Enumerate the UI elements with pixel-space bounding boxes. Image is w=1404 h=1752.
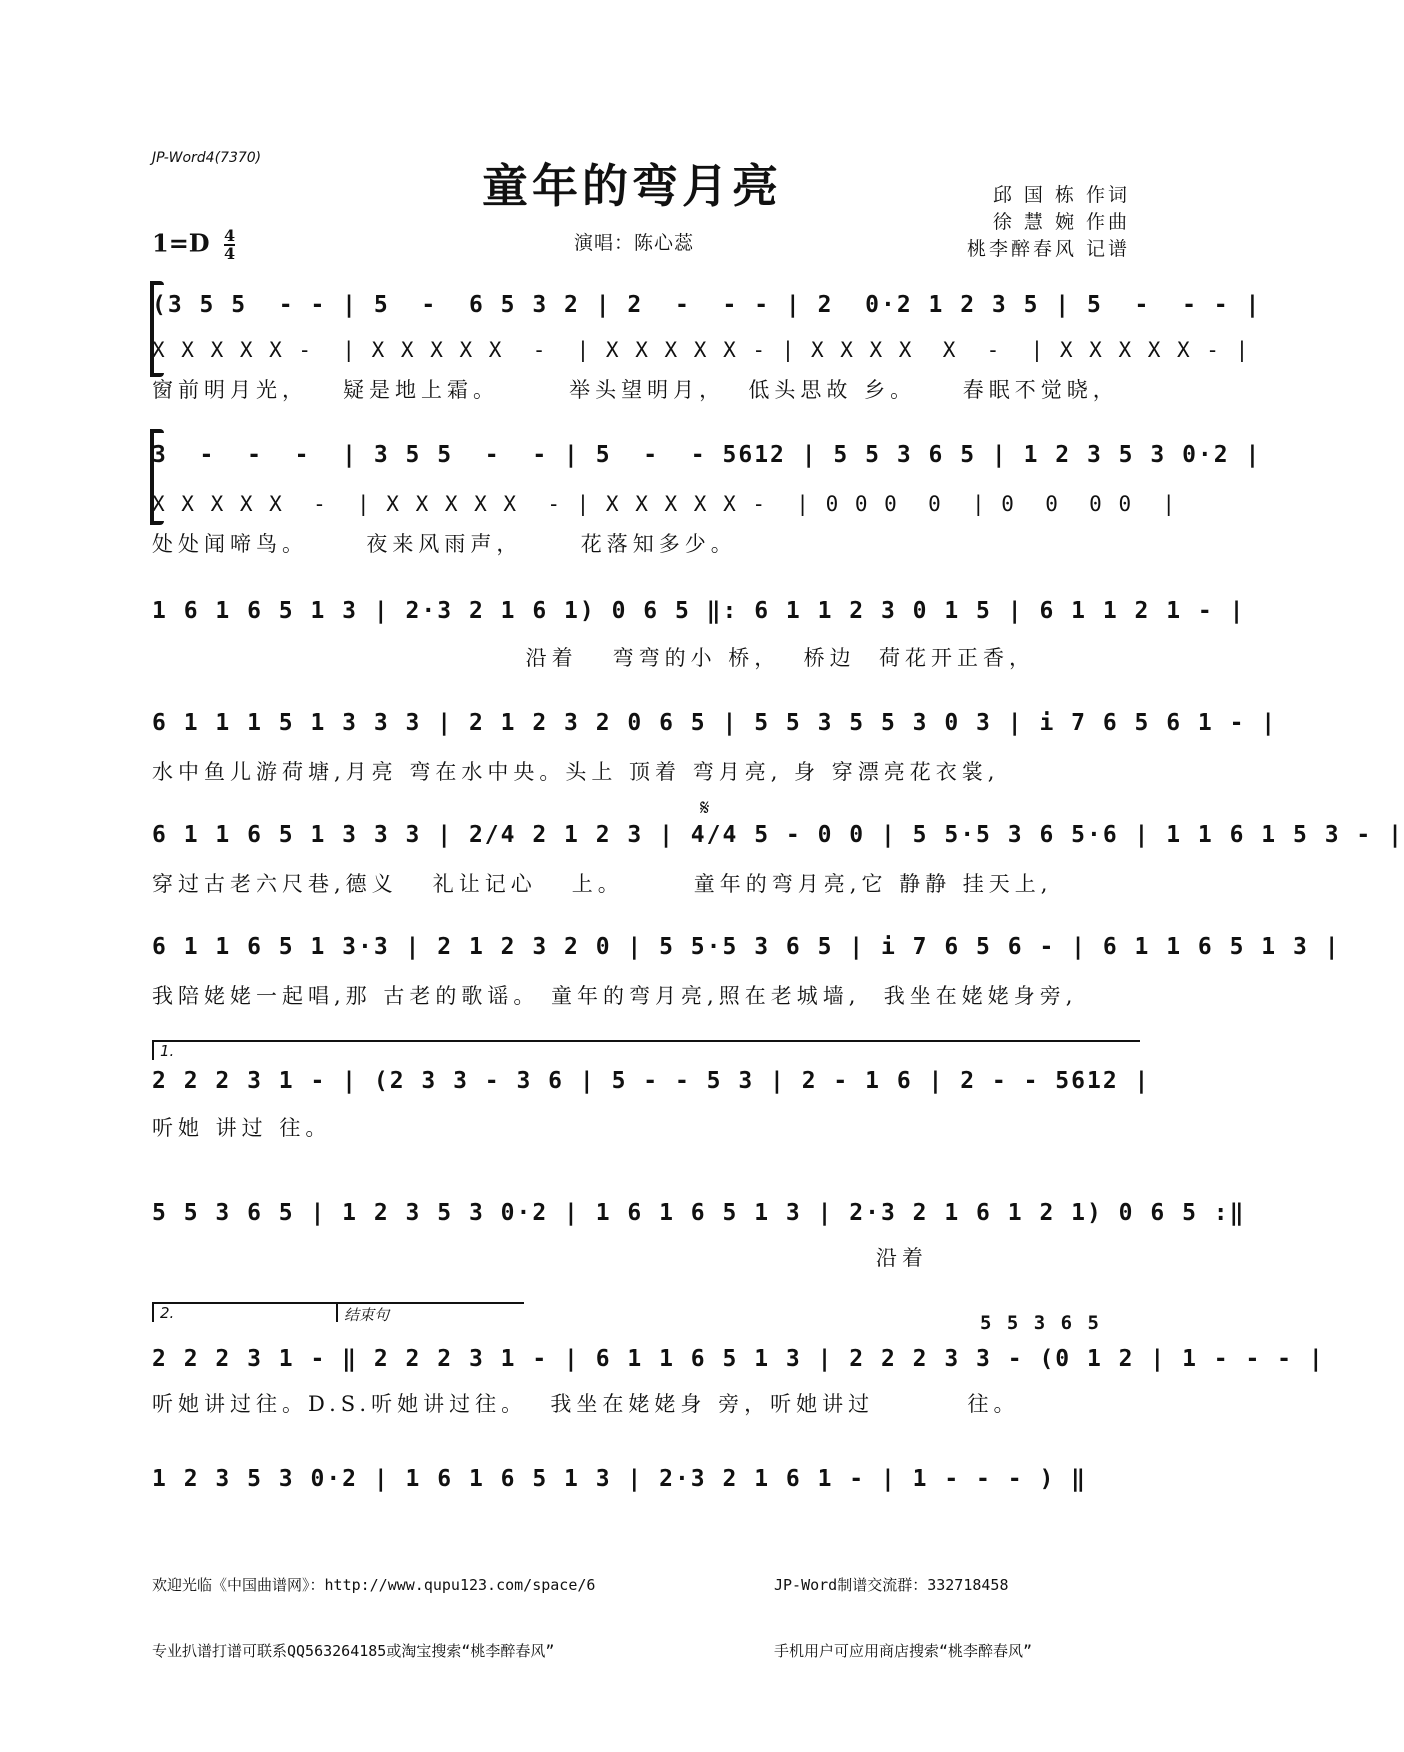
melody-line: 2 2 2 3 1 - ‖ 2 2 2 3 1 - | 6 1 1 6 5 1 3 | 2 2 2 3 3 - (0 1 2 | 1 - - - | [152, 1346, 1325, 1372]
segno-sign: 𝄋 [700, 796, 710, 821]
lyric-line: 沿着 [152, 1246, 928, 1270]
lyric-line: 沿着 弯弯的小 桥， 桥边 荷花开正香， [152, 646, 1036, 670]
rhythm-line: X X X X X - | X X X X X - | X X X X X - | 0 0 0 0 | 0 0 0 0 | [152, 492, 1178, 516]
lyric-line: 穿过古老六尺巷,德义 礼让记心 上。 童年的弯月亮,它 静静 挂天上, [152, 872, 1053, 896]
lyricist-credit: 邱 国 栋 作词 [992, 184, 1130, 206]
key-signature [152, 228, 235, 262]
lyric-line: 窗前明月光， 疑是地上霜。 举头望明月， 低头思故 乡。 春眠不觉晓， [152, 378, 1119, 402]
melody-line: 6 1 1 6 5 1 3·3 | 2 1 2 3 2 0 | 5 5·5 3 6 5 | i 7 6 5 6 - | 6 1 1 6 5 1 3 | [152, 934, 1341, 960]
lyric-line: 我陪姥姥一起唱,那 古老的歌谣。 童年的弯月亮,照在老城墙, 我坐在姥姥身旁, [152, 984, 1078, 1008]
melody-line: 2 2 2 3 1 - | (2 3 3 - 3 6 | 5 - - 5 3 | 2 - 1 6 | 2 - - 5612 | [152, 1068, 1151, 1094]
software-tag: JP-Word4(7370) [152, 150, 262, 166]
footer-right [774, 1530, 1032, 1684]
song-title: 童年的弯月亮 [482, 159, 782, 213]
time-signature: $\frac{4}{4}$ [223, 226, 236, 263]
melody-line: (3 5 5 - - | 5 - 6 5 3 2 | 2 - - - | 2 0·2 1 2 3 5 | 5 - - - | [152, 292, 1262, 318]
credits-block [967, 182, 1130, 263]
melody-line: 5 5 3 6 5 | 1 2 3 5 3 0·2 | 1 6 1 6 5 1 3 | 2·3 2 1 6 1 2 1) 0 6 5 :‖ [152, 1200, 1246, 1226]
volta-second-ending: 2. [152, 1302, 336, 1322]
footer-group: JP-Word制谱交流群：332718458 [774, 1576, 1009, 1594]
composer-credit: 徐 慧 婉 作曲 [992, 211, 1130, 233]
upper-melody: 5 5 3 6 5 [980, 1312, 1101, 1334]
lyric-line: 水中鱼儿游荷塘,月亮 弯在水中央。头上 顶着 弯月亮, 身 穿漂亮花衣裳, [152, 760, 1000, 784]
footer-website: 欢迎光临《中国曲谱网》：http://www.qupu123.com/space/6 [152, 1576, 596, 1594]
footer-left [152, 1530, 595, 1684]
footer-app: 手机用户可应用商店搜索“桃李醉春风” [774, 1642, 1033, 1660]
melody-line: 6 1 1 6 5 1 3 3 3 | 2/4 2 1 2 3 | 4/4 5 - 0 0 | 5 5·5 3 6 5·6 | 1 1 6 1 5 3 - | [152, 822, 1404, 848]
rhythm-line: X X X X X - | X X X X X - | X X X X X - | X X X X X - | X X X X X - | [152, 338, 1251, 362]
singer-credit: 演唱：陈心蕊 [574, 232, 695, 254]
melody-line: 1 6 1 6 5 1 3 | 2·3 2 1 6 1) 0 6 5 ‖: 6 1 1 2 3 0 1 5 | 6 1 1 2 1 - | [152, 598, 1246, 624]
volta-first-ending: 1. [152, 1040, 1140, 1060]
transcriber-credit: 桃李醉春风 记谱 [966, 238, 1130, 260]
ending-phrase-marker: 结束句 [336, 1302, 524, 1322]
melody-line: 1 2 3 5 3 0·2 | 1 6 1 6 5 1 3 | 2·3 2 1 6 1 - | 1 - - - ) ‖ [152, 1466, 1087, 1492]
lyric-line: 听她讲过往。D.S.听她讲过往。 我坐在姥姥身 旁，听她讲过 往。 [152, 1392, 1020, 1416]
lyric-line: 处处闻啼鸟。 夜来风雨声， 花落知多少。 [152, 532, 737, 556]
key-label: 1=D [152, 228, 210, 258]
lyric-line: 听她 讲过 往。 [152, 1116, 332, 1140]
footer-contact: 专业扒谱打谱可联系QQ563264185或淘宝搜索“桃李醉春风” [152, 1642, 555, 1660]
melody-line: 3 - - - | 3 5 5 - - | 5 - - 5612 | 5 5 3 6 5 | 1 2 3 5 3 0·2 | [152, 442, 1262, 468]
melody-line: 6 1 1 1 5 1 3 3 3 | 2 1 2 3 2 0 6 5 | 5 5 3 5 5 3 0 3 | i 7 6 5 6 1 - | [152, 710, 1278, 736]
